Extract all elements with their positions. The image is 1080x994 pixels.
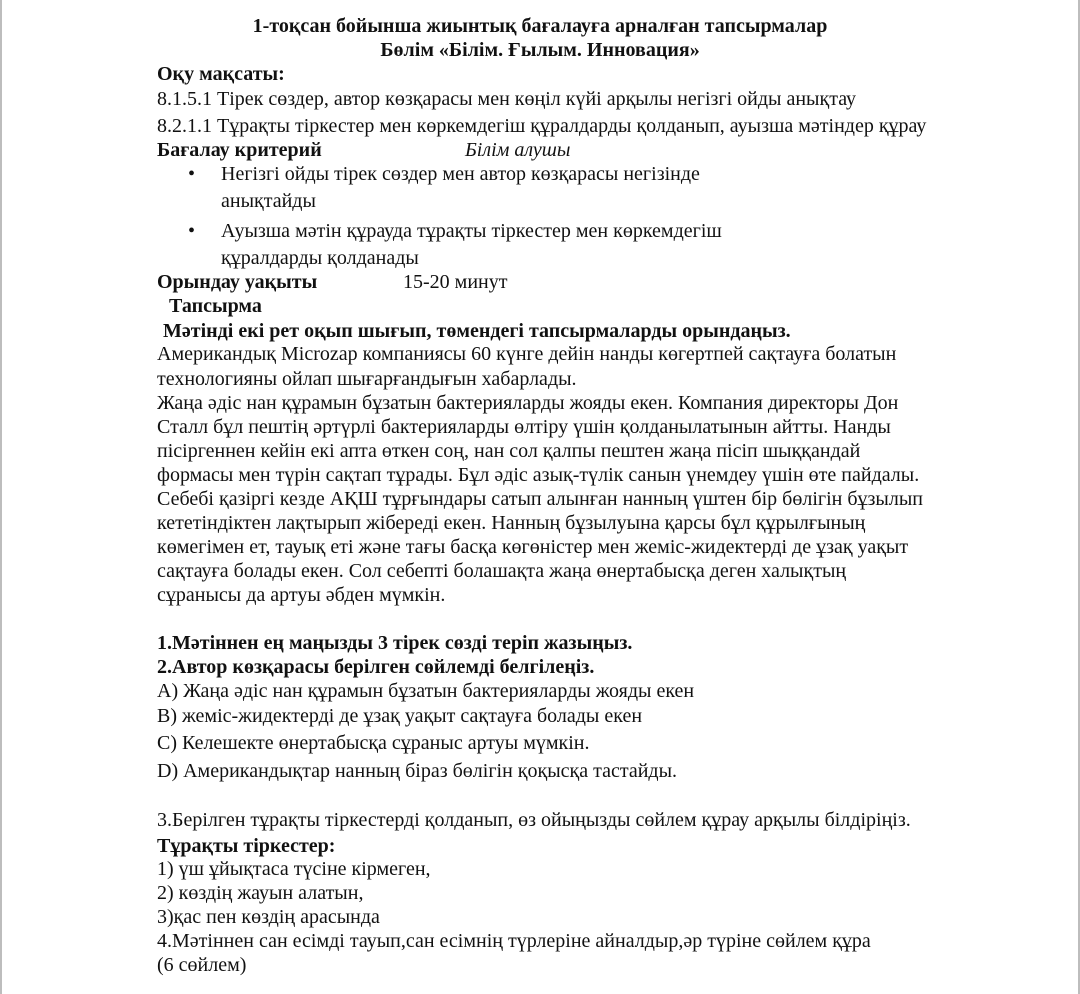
text-paragraph-line: сұранысы да артуы әбден мүмкін. bbox=[157, 584, 446, 606]
time-label: Орындау уақыты bbox=[157, 271, 318, 293]
question-4-note: (6 сөйлем) bbox=[157, 954, 247, 976]
text-paragraph-line: Себебі қазіргі кезде АҚШ тұрғындары сатып алынған нанның үштен бір бөлігін бұзылып bbox=[157, 488, 923, 510]
objective-item: 8.2.1.1 Тұрақты тіркестер мен көркемдегіш құралдарды қолданып, ауызша мәтіндер құрау bbox=[157, 115, 927, 137]
question-2-option: C) Келешекте өнертабысқа сұраныс артуы мүмкін. bbox=[157, 732, 590, 754]
question-2: 2.Автор көзқарасы берілген сөйлемді белгілеңіз. bbox=[157, 656, 595, 678]
document-title-line2: Бөлім «Білім. Ғылым. Инновация» bbox=[380, 39, 700, 61]
text-paragraph-line: Сталл бұл пештің әртүрлі бактерияларды өлтіру үшін қолданылатынын айтты. Нанды bbox=[157, 416, 891, 438]
idiom-item: 1) үш ұйықтаса түсіне кірмеген, bbox=[157, 858, 431, 880]
bullet-dot: • bbox=[188, 163, 196, 185]
task-instruction: Мәтінді екі рет оқып шығып, төмендегі тапсырмаларды орындаңыз. bbox=[163, 320, 791, 342]
text-paragraph-line: формасы мен түрін сақтап тұрады. Бұл әдіс азық-түлік санын үнемдеу үшін өте пайдалы. bbox=[157, 464, 920, 486]
criteria-heading: Бағалау критерий bbox=[157, 139, 322, 161]
question-1: 1.Мәтіннен ең маңызды 3 тірек сөзді теріп жазыңыз. bbox=[157, 632, 633, 654]
idiom-item: 3)қас пен көздің арасында bbox=[157, 906, 380, 928]
idioms-heading: Тұрақты тіркестер: bbox=[157, 835, 336, 857]
objectives-heading: Оқу мақсаты: bbox=[157, 63, 285, 85]
document-title-line1: 1-тоқсан бойынша жиынтық бағалауға арналған тапсырмалар bbox=[252, 15, 828, 37]
text-paragraph-line: кететіндіктен лақтырып жібереді екен. Нанның бұзылуына қарсы бұл құрылғының bbox=[157, 512, 866, 534]
criteria-item-line: құралдарды қолданады bbox=[221, 247, 419, 269]
criteria-item-line: анықтайды bbox=[221, 190, 316, 212]
question-2-option: D) Американдықтар нанның біраз бөлігін қоқысқа тастайды. bbox=[157, 760, 678, 782]
text-paragraph-line: көмегімен ет, тауық еті және тағы басқа көгөністер мен жеміс-жидектерді де ұзақ уақыт bbox=[157, 536, 909, 558]
question-2-option: B) жеміс-жидектерді де ұзақ уақыт сақтауға болады екен bbox=[157, 705, 643, 727]
question-2-option: A) Жаңа әдіс нан құрамын бұзатын бактерияларды жояды екен bbox=[157, 680, 695, 702]
text-paragraph-line: Жаңа әдіс нан құрамын бұзатын бактерияларды жояды екен. Компания директоры Дон bbox=[157, 392, 899, 414]
question-4: 4.Мәтіннен сан есімді тауып,сан есімнің түрлеріне айналдыр,әр түріне сөйлем құра bbox=[157, 930, 871, 952]
bullet-dot: • bbox=[188, 220, 196, 242]
idiom-item: 2) көздің жауын алатын, bbox=[157, 882, 364, 904]
objective-item: 8.1.5.1 Тірек сөздер, автор көзқарасы мен көңіл күйі арқылы негізгі ойды анықтау bbox=[157, 88, 857, 110]
time-value: 15-20 минут bbox=[403, 271, 508, 293]
task-heading: Тапсырма bbox=[169, 295, 262, 317]
text-paragraph-line: пісіргеннен кейін екі апта өткен соң, нан сол қалпы пештен жаңа пісіп шыққандай bbox=[157, 440, 861, 462]
text-paragraph-line: Американдық Microzap компаниясы 60 күнге дейін нанды көгертпей сақтауға болатын bbox=[157, 343, 897, 365]
criteria-subheading: Білім алушы bbox=[465, 139, 571, 161]
criteria-item-line: Ауызша мәтін құрауда тұрақты тіркестер мен көркемдегіш bbox=[221, 220, 722, 242]
text-paragraph-line: сақтауға болады екен. Сол себепті болашақта жаңа өнертабысқа деген халықтың bbox=[157, 560, 847, 582]
question-3: 3.Берілген тұрақты тіркестерді қолданып, өз ойыңызды сөйлем құрау арқылы білдіріңіз. bbox=[157, 809, 911, 831]
criteria-item-line: Негізгі ойды тірек сөздер мен автор көзқарасы негізінде bbox=[221, 163, 700, 185]
text-paragraph-line: технологияны ойлап шығарғандығын хабарлады. bbox=[157, 368, 577, 390]
